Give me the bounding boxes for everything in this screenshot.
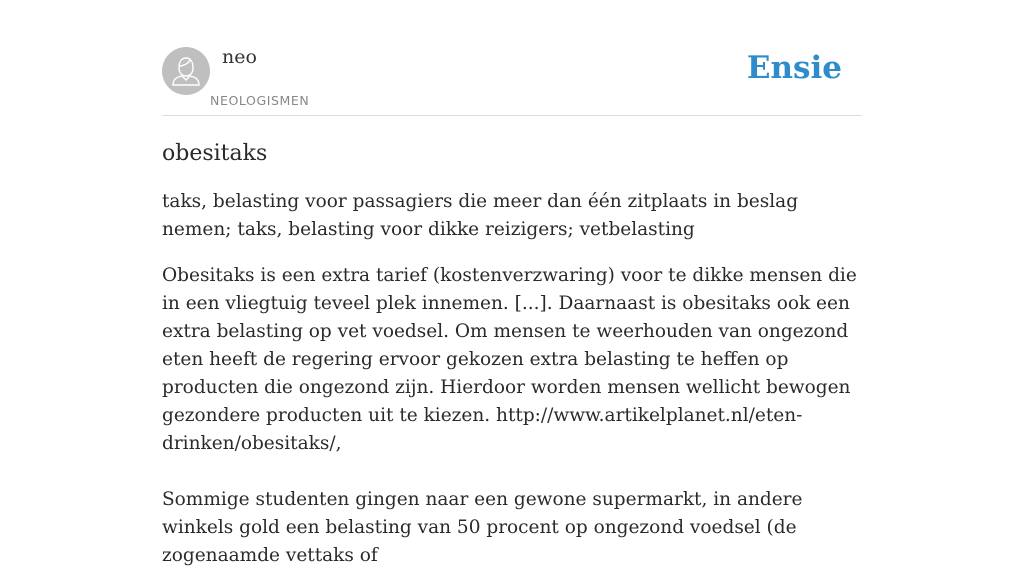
author-name-link[interactable]: neo	[222, 46, 257, 68]
avatar[interactable]	[162, 47, 210, 95]
entry-content	[162, 138, 862, 570]
header-divider	[162, 115, 862, 116]
entry-example: Obesitaks is een extra tarief (kostenverzwaring) voor te dikke mensen die in een vliegtuig teveel plek innemen. [...]. Daarnaast is obesitaks ook een extra belasting op vet voedsel. Om mensen te weerhouden van ongezond eten heeft de regering ervoor gekozen extra belasting te heffen op producten die ongezond zijn. Hierdoor worden mensen wellicht bewogen gezondere producten uit te kiezen. http://www.artikelplanet.nl/eten-drinken/obesitaks/, Sommige studenten gingen naar een gewone supermarkt, in andere winkels gold een belasting van 50 procent op ongezond voedsel (de zogenaamde vettaks of	[162, 265, 857, 566]
user-silhouette-icon	[162, 47, 210, 95]
category-link[interactable]: NEOLOGISMEN	[210, 93, 310, 108]
entry-definition: taks, belasting voor passagiers die meer dan één zitplaats in beslag nemen; taks, belasting voor dikke reizigers; vetbelasting	[162, 191, 799, 240]
entry-word: obesitaks	[162, 141, 268, 166]
page-header	[162, 46, 862, 116]
brand-logo[interactable]: Ensie	[746, 50, 842, 86]
